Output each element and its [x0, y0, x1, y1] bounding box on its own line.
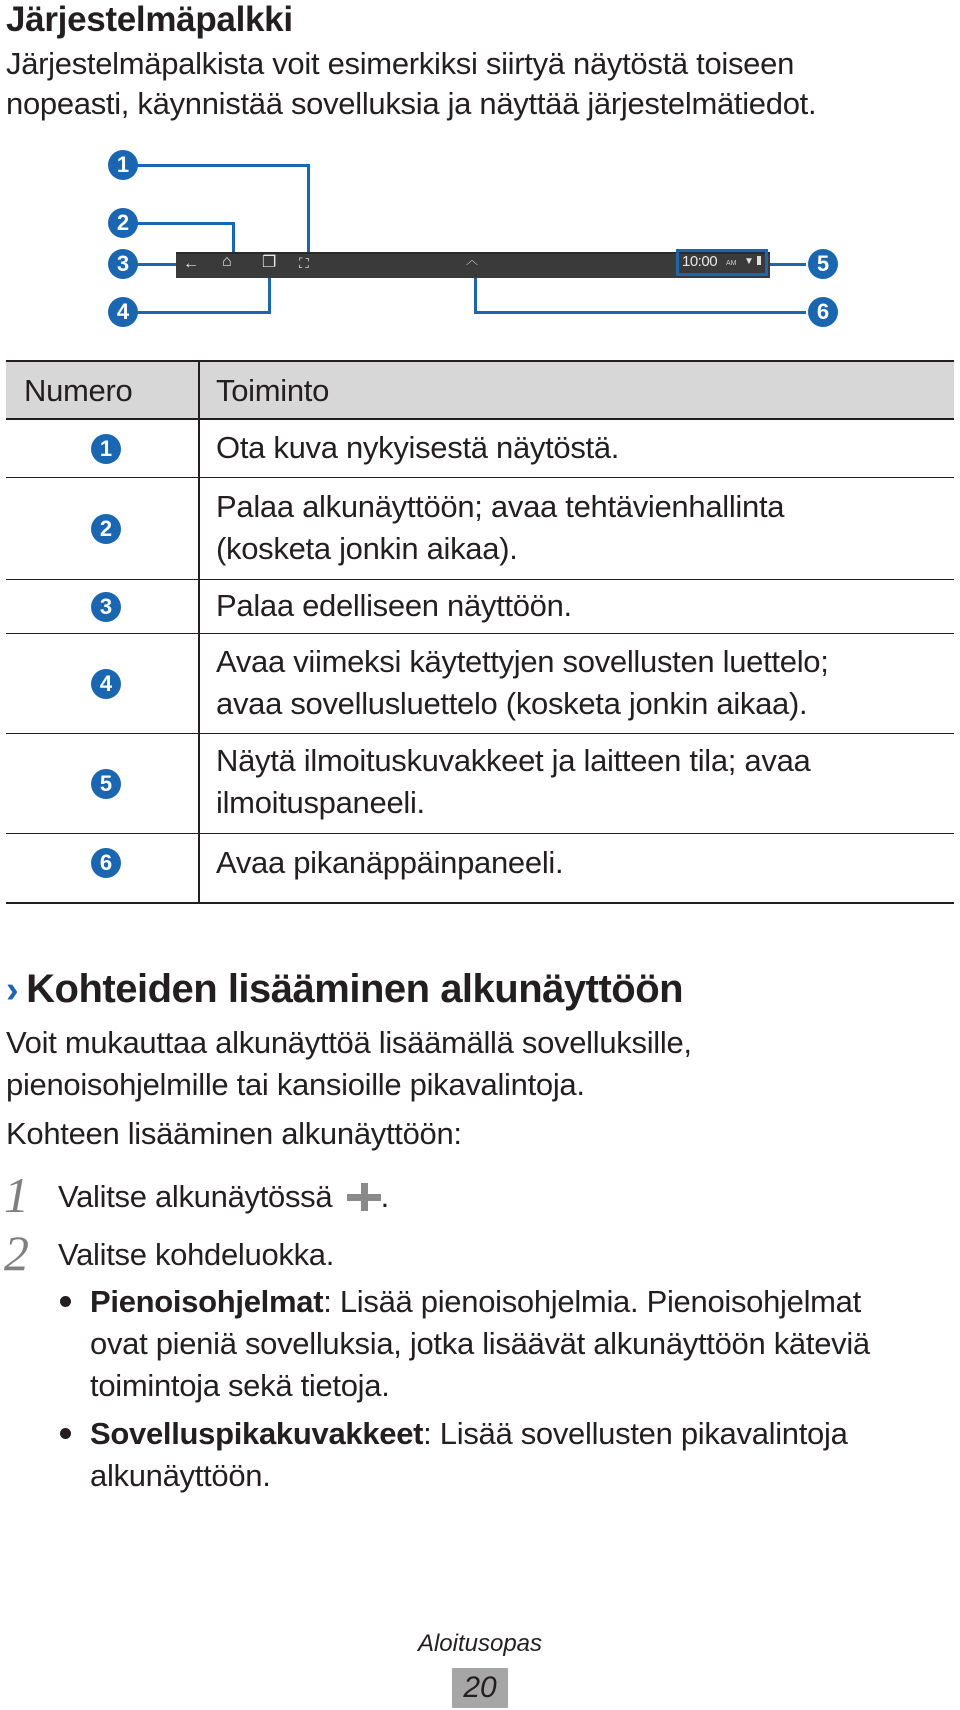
table-row	[6, 834, 954, 904]
table-row	[6, 634, 954, 734]
marker-4: 4	[108, 297, 138, 327]
section-paragraph-line: pienoisohjelmille tai kansioille pikavalintoja.	[6, 1067, 585, 1102]
row-text: Avaa pikanäppäinpaneeli.	[216, 845, 564, 880]
bullet-dot	[60, 1296, 71, 1307]
section-paragraph-line: Voit mukauttaa alkunäyttöä lisäämällä sovelluksille,	[6, 1025, 692, 1060]
status-clock: 10:00	[682, 253, 718, 270]
marker-3: 3	[108, 249, 138, 279]
row-text: Avaa viimeksi käytettyjen sovellusten luettelo;	[216, 644, 829, 679]
marker-2: 2	[108, 208, 138, 238]
wifi-icon: ▼	[744, 256, 754, 267]
step-text	[58, 1176, 389, 1218]
step-number: 1	[4, 1167, 29, 1223]
row-text: Ota kuva nykyisestä näytöstä.	[216, 430, 620, 465]
bullet-text: alkunäyttöön.	[90, 1458, 271, 1493]
section-title	[6, 964, 683, 1015]
page-title: Järjestelmäpalkki	[6, 0, 293, 39]
intro-paragraph	[6, 44, 946, 124]
callout-line-4	[268, 272, 271, 314]
callout-line-6	[474, 274, 477, 314]
bullet-term: Sovelluspikakuvakkeet	[90, 1416, 424, 1451]
section-title-text: Kohteiden lisääminen alkunäyttöön	[26, 967, 684, 1011]
callout-line-2	[125, 222, 234, 225]
column-header-function: Toiminto	[216, 373, 330, 408]
callout-line-1	[307, 164, 310, 256]
row-text: Palaa alkunäyttöön; avaa tehtävienhallinta	[216, 489, 785, 524]
intro-line: nopeasti, käynnistää sovelluksia ja näyttää järjestelmätiedot.	[6, 86, 817, 121]
add-plus-icon	[347, 1183, 381, 1211]
step-1-end: .	[380, 1179, 389, 1214]
page-number: 20	[452, 1668, 508, 1708]
callout-line-6	[474, 311, 806, 314]
bullet-text: : Lisää sovellusten pikavalintoja	[423, 1416, 848, 1451]
recent-apps-icon: ❐	[262, 254, 277, 271]
bullet-item	[90, 1281, 861, 1323]
screenshot-icon: ⛶	[299, 255, 309, 271]
bullet-term: Pienoisohjelmat	[90, 1284, 324, 1319]
row-number-badge: 2	[91, 514, 121, 544]
row-number-badge: 6	[91, 848, 121, 878]
row-text: Palaa edelliseen näyttöön.	[216, 588, 572, 623]
bullet-dot	[60, 1428, 71, 1439]
row-number-badge: 1	[91, 434, 121, 464]
bullet-text: ovat pieniä sovelluksia, jotka lisäävät alkunäyttöön käteviä	[90, 1326, 870, 1361]
section-subheading: Kohteen lisääminen alkunäyttöön:	[6, 1116, 462, 1151]
battery-icon	[757, 256, 761, 265]
home-icon: ⌂	[222, 253, 232, 270]
footer-label: Aloitusopas	[417, 1630, 543, 1657]
table-row	[6, 580, 954, 634]
row-number-badge: 5	[91, 769, 121, 799]
marker-1: 1	[108, 150, 138, 180]
step-1-text: Valitse alkunäytössä	[58, 1179, 333, 1214]
step-text: Valitse kohdeluokka.	[58, 1237, 335, 1272]
bullet-text: toimintoja sekä tietoja.	[90, 1368, 390, 1403]
table-row	[6, 734, 954, 834]
bullet-item	[90, 1413, 848, 1455]
status-ampm: AM	[726, 260, 737, 267]
intro-line: Järjestelmäpalkista voit esimerkiksi siirtyä näytöstä toiseen	[6, 46, 795, 81]
table-row	[6, 478, 954, 580]
row-number-badge: 4	[91, 669, 121, 699]
row-text: Näytä ilmoituskuvakkeet ja laitteen tila; avaa	[216, 743, 811, 778]
quick-panel-arrow-icon: ︿	[466, 253, 479, 267]
marker-6: 6	[808, 297, 838, 327]
row-text: avaa sovellusluettelo (kosketa jonkin aikaa).	[216, 686, 808, 721]
callout-line-4	[125, 311, 270, 314]
callout-line-1	[125, 164, 309, 167]
back-icon: ←	[183, 255, 199, 272]
table-row	[6, 420, 954, 478]
row-text: ilmoituspaneeli.	[216, 785, 425, 820]
row-number-badge: 3	[91, 592, 121, 622]
bullet-text: : Lisää pienoisohjelmia. Pienoisohjelmat	[323, 1284, 861, 1319]
table-header	[6, 360, 954, 420]
step-number: 2	[4, 1225, 29, 1281]
column-header-number: Numero	[24, 373, 133, 408]
table-column-divider	[198, 360, 200, 904]
row-text: (kosketa jonkin aikaa).	[216, 531, 518, 566]
callout-line-5	[766, 263, 806, 266]
callout-line-2	[232, 222, 235, 256]
chevron-right-icon: ›	[6, 969, 19, 1011]
marker-5: 5	[808, 249, 838, 279]
